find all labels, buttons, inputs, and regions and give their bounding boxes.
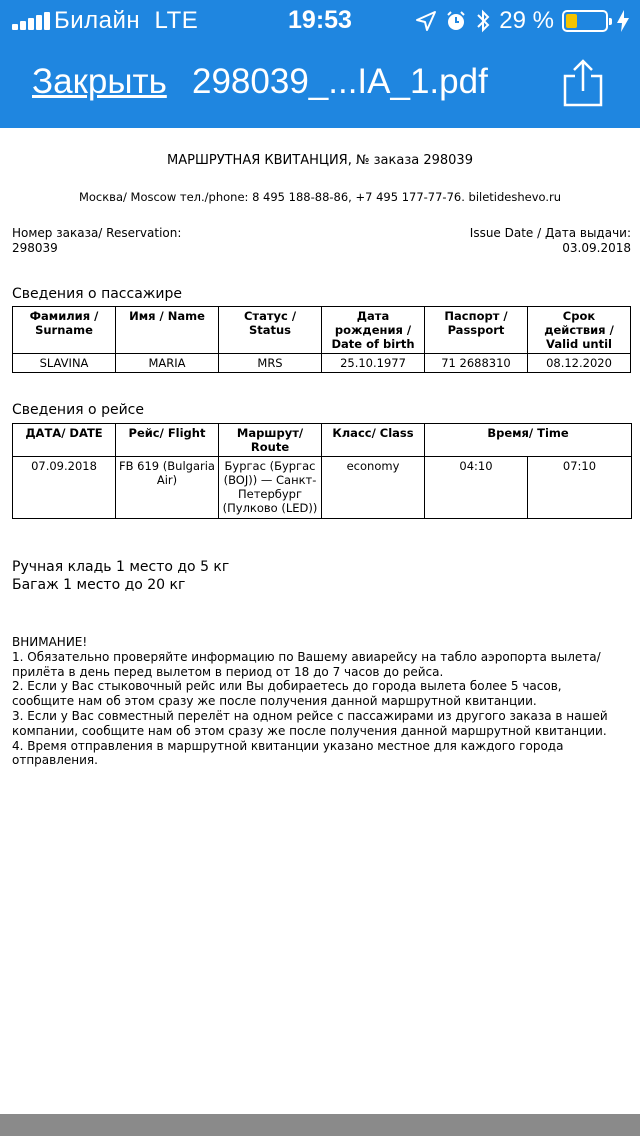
bluetooth-icon [475,9,491,33]
bottom-toolbar [0,1114,640,1136]
app-header [0,0,640,128]
status-bar [0,0,640,40]
notice-item: 2. Если у Вас стыковочный рейс или Вы добираетесь до города вылета более 5 часов, сообщите нам об этом сразу же после получения данной маршрутной квитанции. [12,679,562,709]
pdf-page [0,128,640,1114]
network-type: LTE [154,7,199,34]
flight-table [12,423,632,519]
share-icon[interactable] [560,58,606,108]
column-header: Рейс/ Flight [116,424,219,457]
close-button[interactable]: Закрыть [32,62,167,101]
status-time: 19:53 [288,6,352,34]
issue-date: 03.09.2018 [562,241,631,255]
document-title: 298039_...IA_1.pdf [192,62,488,101]
notice-item: 3. Если у Вас совместный перелёт на одном рейсе с пассажирами из другого заказа в нашей компании, сообщите нам об этом сразу же после получения данной маршрутной квитанции. [12,708,608,738]
battery-icon [562,10,608,32]
status-indicators [415,6,630,36]
name-cell: MARIA [116,354,219,373]
alarm-clock-icon [445,10,467,32]
valid-until-cell: 08.12.2020 [528,354,631,373]
battery-percent: 29 % [499,7,554,34]
battery-level [566,14,577,28]
reservation-label: Номер заказа/ Reservation: [12,226,182,240]
baggage-info [12,558,229,594]
checked-baggage-line: Багаж 1 место до 20 кг [12,577,186,593]
column-header: ДАТА/ DATE [13,424,116,457]
notice-item: 1. Обязательно проверяйте информацию по Вашему авиарейсу на табло аэропорта вылета/прилёта в день перед вылетом в период от 18 до 7 часов до рейса. [12,649,601,679]
class-cell: economy [322,457,425,519]
column-header: Срок действия / Valid until [528,307,631,354]
birth-date-cell: 25.10.1977 [322,354,425,373]
surname-cell: SLAVINA [13,354,116,373]
passenger-table [12,306,631,373]
issue-date-label: Issue Date / Дата выдачи: [469,226,631,240]
column-header: Класс/ Class [322,424,425,457]
table-row [13,457,632,519]
reservation-number: 298039 [12,241,58,255]
receipt-heading: МАРШРУТНАЯ КВИТАНЦИЯ, № заказа 298039 [167,153,473,168]
passenger-section-title: Сведения о пассажире [12,286,182,302]
departure-time-cell: 04:10 [425,457,528,519]
route-cell: Бургас (Бургас (BOJ)) — Санкт-Петербург (Пулково (LED)) [219,457,322,519]
table-header-row [13,424,632,457]
column-header: Фамилия / Surname [13,307,116,354]
flight-date-cell: 07.09.2018 [13,457,116,519]
column-header: Маршрут/ Route [219,424,322,457]
column-header: Имя / Name [116,307,219,354]
contact-line: Москва/ Moscow тел./phone: 8 495 188-88-86, +7 495 177-77-76. biletideshevo.ru [78,190,562,204]
location-arrow-icon [415,10,437,32]
column-header: Паспорт / Passport [425,307,528,354]
column-header: Дата рождения / Date of birth [322,307,425,354]
table-header-row [13,307,631,354]
flight-section-title: Сведения о рейсе [12,402,144,418]
arrival-time-cell: 07:10 [528,457,632,519]
charging-bolt-icon [616,9,630,33]
notice-item: 4. Время отправления в маршрутной квитанции указано местное для каждого города отправления. [12,738,564,768]
table-row [13,354,631,373]
notice-block [12,635,622,768]
notice-title: ВНИМАНИЕ! [12,635,88,649]
status-cell: MRS [219,354,322,373]
pdf-viewer-nav [0,40,640,128]
column-header: Время/ Time [425,424,632,457]
passport-cell: 71 2688310 [425,354,528,373]
column-header: Статус / Status [219,307,322,354]
flight-number-cell: FB 619 (Bulgaria Air) [116,457,219,519]
carrier-name: Билайн [54,7,141,34]
hand-luggage-line: Ручная кладь 1 место до 5 кг [12,559,230,575]
